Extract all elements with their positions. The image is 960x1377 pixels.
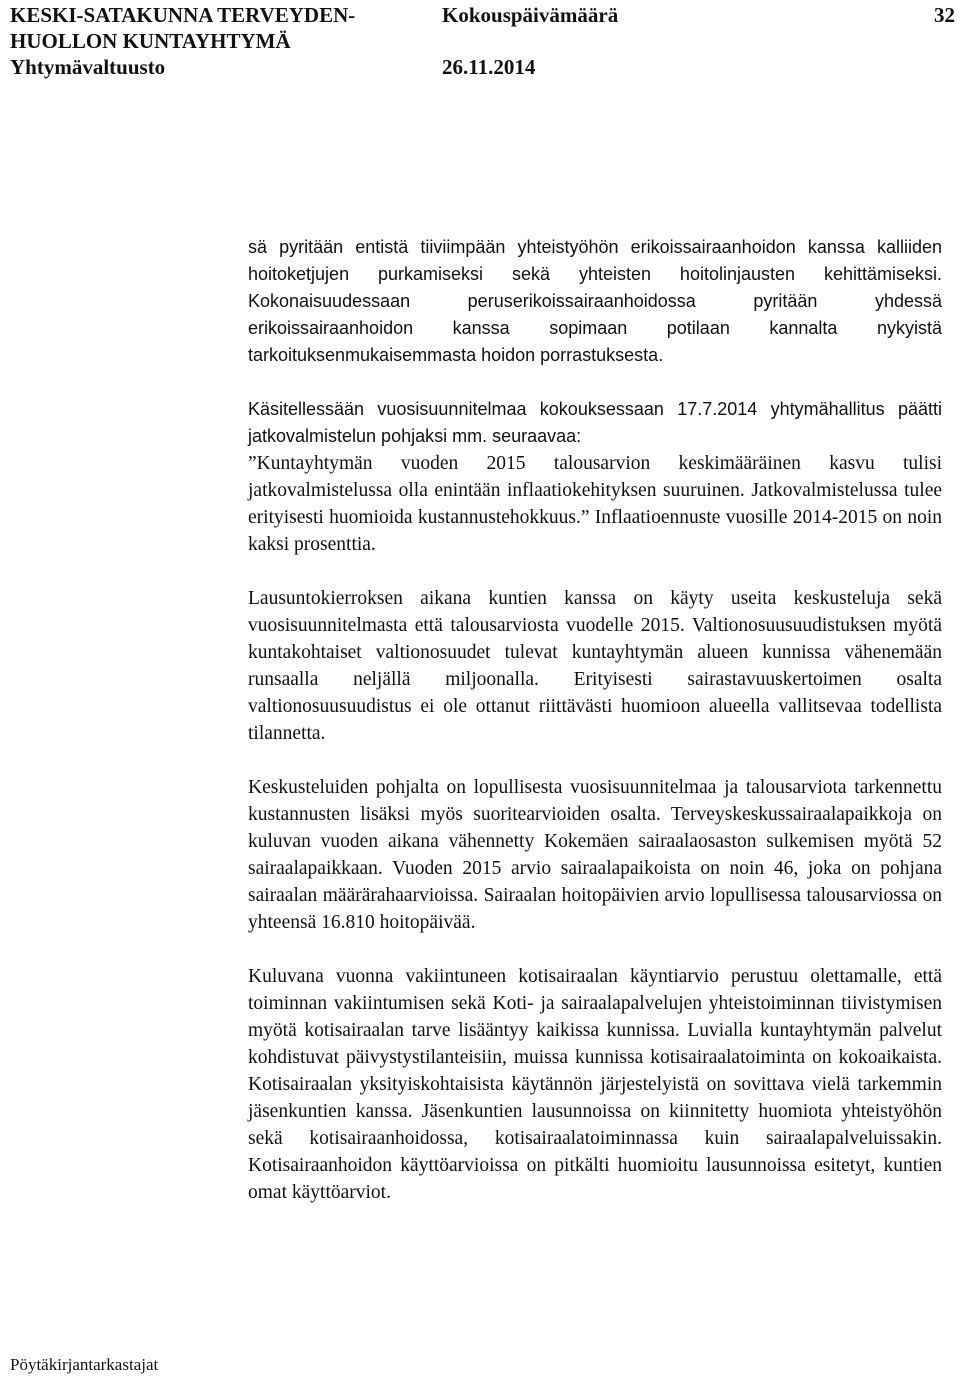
document-body: [248, 234, 942, 1206]
paragraph-5: Kuluvana vuonna vakiintuneen kotisairaalan käyntiarvio perustuu olettamalle, että toiminnan vakiintumisen sekä Koti- ja sairaalapalvelujen yhteistoiminnan tiivistymisen myötä kotisairaalan tarve lisääntyy kaikissa kunnissa. Luvialla kuntayhtymän palvelut kohdistuvat päivystystilanteisiin, muissa kunnissa kotisairaalatoiminta on kokoaikaista. Kotisairaalan yksityiskohtaisista käytännön järjestelyistä on sovittava vielä tarkemmin jäsenkuntien kanssa. Jäsenkuntien lausunnoissa on kiinnitetty huomiota yhteistyöhön sekä kotisairaanhoidossa, kotisairaalatoiminnassa kuin sairaalapalveluissakin. Kotisairaanhoidon käyttöarvioissa on pitkälti huomioitu lausunnoissa esitetyt, kuntien omat käyttöarviot.: [248, 966, 942, 1203]
header-middle: [442, 2, 618, 80]
date-label: Kokouspäivämäärä: [442, 3, 619, 27]
org-name-line-2: HUOLLON KUNTAYHTYMÄ: [10, 29, 291, 53]
body-name: Yhtymävaltuusto: [10, 55, 166, 79]
paragraph-2-intro: Käsitellessään vuosisuunnitelmaa kokouksessaan 17.7.2014 yhtymähallitus päätti jatkovalmistelun pohjaksi mm. seuraavaa:: [248, 399, 942, 446]
date-value: 26.11.2014: [442, 55, 536, 79]
paragraph-2-quote: ”Kuntayhtymän vuoden 2015 talousarvion keskimääräinen kasvu tulisi jatkovalmistelussa olla enintään inflaatiokehityksen suuruinen. Jatkovalmistelussa tulee erityisesti huomioida kustannustehokkuus.” Inflaatioennuste vuosille 2014-2015 on noin kaksi prosenttia.: [248, 453, 942, 555]
page-number: 32: [934, 3, 955, 27]
page-header: [10, 0, 955, 80]
paragraph-1: sä pyritään entistä tiiviimpään yhteistyöhön erikoissairaanhoidon kanssa kalliiden hoitoketjujen purkamiseksi sekä yhteisten hoitolinjausten kehittämiseksi. Kokonaisuudessaan peruserikoissairaanhoidossa pyritään yhdessä erikoissairaanhoidon kanssa sopimaan potilaan kannalta nykyistä tarkoituksenmukaisemmasta hoidon porrastuksesta.: [248, 237, 942, 365]
footer-label: Pöytäkirjantarkastajat: [10, 1355, 159, 1374]
header-left: [10, 2, 355, 80]
org-name-line-1: KESKI-SATAKUNNA TERVEYDEN-: [10, 3, 356, 27]
paragraph-4: Keskusteluiden pohjalta on lopullisesta vuosisuunnitelmaa ja talousarviota tarkennettu kustannusten lisäksi myös suoritearvioiden osalta. Terveyskeskussairaalapaikkoja on kuluvan vuoden aikana vähennetty Kokemäen sairaalaosaston sulkemisen myötä 52 sairaalapaikkaan. Vuoden 2015 arvio sairaalapaikoista on noin 46, joka on pohjana sairaalan määrärahaarvioissa. Sairaalan hoitopäivien arvio lopullisessa talousarviossa on yhteensä 16.810 hoitopäivää.: [248, 777, 942, 933]
paragraph-3: Lausuntokierroksen aikana kuntien kanssa on käyty useita keskusteluja sekä vuosisuunnitelmasta että talousarviosta vuodelle 2015. Valtionosuusuudistuksen myötä kuntakohtaiset valtionosuudet tulevat kuntayhtymän alueen kunnissa vähenemään runsaalla neljällä miljoonalla. Erityisesti sairastavuuskertoimen osalta valtionosuusuudistus ei ole ottanut riittävästi huomioon alueella vallitsevaa todellista tilannetta.: [248, 588, 942, 744]
